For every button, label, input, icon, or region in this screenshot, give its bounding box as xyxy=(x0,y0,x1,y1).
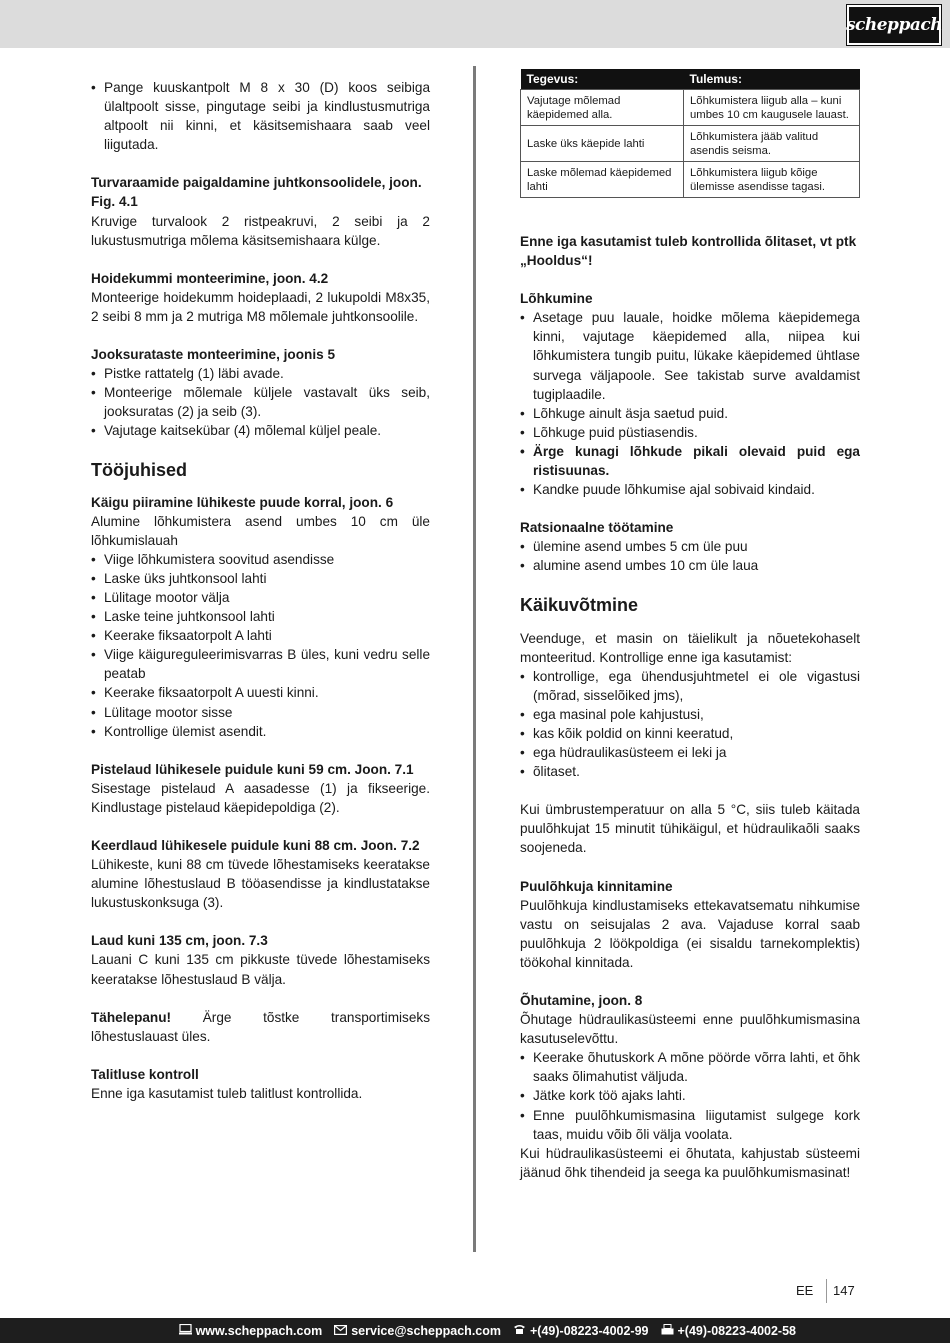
paragraph: Õhutage hüdraulikasüsteemi enne puulõhkumismasina kasutuselevõttu. xyxy=(520,1012,860,1047)
list-item: • Pistke rattatelg (1) läbi avade. xyxy=(91,364,430,383)
right-column xyxy=(520,69,860,1182)
table-row xyxy=(521,90,860,126)
list-item: • Jätke kork töö ajaks lahti. xyxy=(520,1086,860,1105)
start-up-heading: Käikuvõtmine xyxy=(520,594,639,615)
paragraph: Enne iga kasutamist tuleb talitlust kontrollida. xyxy=(91,1085,363,1101)
list-item: • Lülitage mootor sisse xyxy=(91,703,430,722)
work-instructions-heading: Tööjuhised xyxy=(91,459,187,480)
list-item: • Asetage puu lauale, hoidke mõlema käepidemega kinni, vajutage käepidemed alla, niipea kui lõhkumistera tungib puitu, lükake käepidemed ühtlase survega väljapoole. See takistab surve avaldamist tugiplaadile. xyxy=(520,308,860,403)
list-item: • ega hüdraulikasüsteem ei leki ja xyxy=(520,743,860,762)
footer-separator xyxy=(826,1279,827,1303)
list-item: • Pange kuuskantpolt M 8 x 30 (D) koos seibiga ülaltpoolt sisse, pingutage seibi ja kindlustusmutriga altpoolt nii kinni, et käsitsemishaara saab veel liigutada. xyxy=(91,78,430,154)
attention-text: Ärge tõstke transportimiseks lõhestuslauast üles. xyxy=(91,1009,430,1044)
list-item: • kontrollige, ega ühendusjuhtmetel ei ole vigastusi (mõrad, sisselõiked jms), xyxy=(520,667,860,705)
list-item: • Viige lõhkumistera soovitud asendisse xyxy=(91,550,430,569)
section-heading: Jooksurataste monteerimine, joonis 5 xyxy=(91,347,336,363)
brand-logo: scheppach xyxy=(847,5,941,45)
list-item: • Kontrollige ülemist asendit. xyxy=(91,722,430,741)
paragraph: Kruvige turvalook 2 ristpeakruvi, 2 seibi ja 2 lukustusmutriga mõlema käsitsemishaara külge. xyxy=(91,213,430,248)
section-heading: Hoidekummi monteerimine, joon. 4.2 xyxy=(91,270,329,286)
operation-table xyxy=(520,69,860,198)
email-link[interactable]: service@scheppach.com xyxy=(351,1323,501,1338)
column-divider xyxy=(473,66,476,1252)
list-item: • Enne puulõhkumismasina liigutamist sulgege kork taas, muidu võib õli välja voolata. xyxy=(520,1106,860,1144)
paragraph: Monteerige hoidekumm hoideplaadi, 2 lukupoldi M8x35, 2 seibi 8 mm ja 2 mutriga M8 mõlemale juhtkonsoolile. xyxy=(91,289,430,324)
phone-contact[interactable] xyxy=(513,1324,649,1338)
bleeding-list xyxy=(520,1048,860,1143)
section-heading: Pistelaud lühikesele puidule kuni 59 cm. Joon. 7.1 xyxy=(91,761,414,777)
paragraph: Veenduge, et masin on täielikult ja nõuetekohaselt monteeritud. Kontrollige enne iga kasutamist: xyxy=(520,630,860,665)
list-item: • ega masinal pole kahjustusi, xyxy=(520,705,860,724)
section-heading: Puulõhkuja kinnitamine xyxy=(520,878,673,894)
list-item: • Lõhkuge puid püstiasendis. xyxy=(520,423,860,442)
section-heading: Keerdlaud lühikesele puidule kuni 88 cm. Joon. 7.2 xyxy=(91,838,420,853)
checklist xyxy=(520,667,860,782)
list-item: • Kandke puude lõhkumise ajal sobivaid kindaid. xyxy=(520,480,860,499)
list-item: • õlitaset. xyxy=(520,762,860,781)
paragraph: Alumine lõhkumistera asend umbes 10 cm üle lõhkumislauah xyxy=(91,513,430,548)
section-heading: Ratsionaalne töötamine xyxy=(520,520,674,536)
list-item: • Lülitage mootor välja xyxy=(91,588,430,607)
table-header: Tegevus: xyxy=(521,69,684,90)
paragraph: Kui ümbrustemperatuur on alla 5 °C, siis tuleb käitada puulõhkujat 15 minutit tühikäigul, et hüdraulikaõli saaks soojeneda. xyxy=(520,802,860,856)
section-heading: Talitluse kontroll xyxy=(91,1066,199,1082)
computer-icon xyxy=(179,1324,192,1338)
splitting-list xyxy=(520,308,860,499)
list-item: • Keerake õhutuskork A mõne pöörde võrra lahti, et õhk saaks õlimahutist väljuda. xyxy=(520,1048,860,1086)
list-item: • Monteerige mõlemale küljele vastavalt üks seib, jooksuratas (2) ja seib (3). xyxy=(91,383,430,421)
list-item: • Laske teine juhtkonsool lahti xyxy=(91,607,430,626)
mail-icon xyxy=(334,1324,347,1338)
fax-icon xyxy=(661,1324,674,1338)
table-cell: Laske mõlemad käepidemed lahti xyxy=(521,162,684,198)
table-cell: Vajutage mõlemad käepidemed alla. xyxy=(521,90,684,126)
fax-number[interactable]: +(49)-08223-4002-58 xyxy=(677,1323,796,1338)
phone-icon xyxy=(513,1324,526,1338)
table-header-row xyxy=(521,69,860,90)
table-cell: Laske üks käepide lahti xyxy=(521,126,684,162)
paragraph: Lauani C kuni 135 cm pikkuste tüvede lõhestamiseks keeratakse lõhestuslaud B välja. xyxy=(91,952,430,987)
website-link[interactable]: www.scheppach.com xyxy=(195,1323,323,1338)
contact-bar xyxy=(0,1318,950,1343)
header-bar xyxy=(0,0,950,48)
attention-label: Tähelepanu! xyxy=(91,1009,172,1025)
list-item: • ülemine asend umbes 5 cm üle puu xyxy=(520,537,860,556)
table-cell: Lõhkumistera liigub alla – kuni umbes 10 cm kaugusele lauast. xyxy=(684,90,860,126)
language-code: EE xyxy=(796,1283,814,1298)
section-heading: Õhutamine, joon. 8 xyxy=(520,993,643,1008)
list-item: • Lõhkuge ainult äsja saetud puid. xyxy=(520,404,860,423)
list-item: • Laske üks juhtkonsool lahti xyxy=(91,569,430,588)
table-row xyxy=(521,162,860,198)
list-item: • Viige käigureguleerimisvarras B üles, kuni vedru selle peatab xyxy=(91,645,430,683)
list-item: • kas kõik poldid on kinni keeratud, xyxy=(520,724,860,743)
list-item: • Keerake fiksaatorpolt A uuesti kinni. xyxy=(91,683,430,702)
paragraph: Puulõhkuja kindlustamiseks ettekavatsematu nihkumise vastu on seisujalas 2 ava. Vajaduse korral saab puulõhkuja 2 löökpoldiga (ei sisaldu tarnekomplektis) töökohal kinnitada. xyxy=(520,897,860,970)
stroke-limit-list xyxy=(91,550,430,741)
table-cell: Lõhkumistera liigub kõige ülemisse asendisse tagasi. xyxy=(684,162,860,198)
rational-work-list xyxy=(520,537,860,575)
website-contact[interactable] xyxy=(179,1324,323,1338)
paragraph: Sisestage pistelaud A aasadesse (1) ja fikseerige. Kindlustage pistelaud käepidepoldiga (2). xyxy=(91,780,430,815)
section-heading: Käigu piiramine lühikeste puude korral, joon. 6 xyxy=(91,494,394,510)
list-item-warning: • Ärge kunagi lõhkude pikali olevaid puid ega ristisuunas. xyxy=(520,442,860,480)
phone-number[interactable]: +(49)-08223-4002-99 xyxy=(530,1323,649,1338)
table-cell: Lõhkumistera jääb valitud asendis seisma. xyxy=(684,126,860,162)
page-number: 147 xyxy=(833,1283,855,1298)
paragraph: Lühikeste, kuni 88 cm tüvede lõhestamiseks keeratakse alumine lõhestuslaud B tööasendisse ja kindlustatakse lukustuskonksuga (3). xyxy=(91,857,430,911)
list-item: • alumine asend umbes 10 cm üle laua xyxy=(520,556,860,575)
wheels-list xyxy=(91,364,430,440)
paragraph: Kui hüdraulikasüsteemi ei õhutata, kahjustab süsteemi jäänud õhk tihendeid ja seega ka puulõhkumismasinat! xyxy=(520,1145,860,1180)
section-heading: Turvaraamide paigaldamine juhtkonsoolidele, joon. Fig. 4.1 xyxy=(91,175,422,210)
section-heading: Laud kuni 135 cm, joon. 7.3 xyxy=(91,933,268,949)
section-heading: Lõhkumine xyxy=(520,291,593,307)
bolt-list xyxy=(91,78,430,154)
email-contact[interactable] xyxy=(334,1324,501,1338)
list-item: • Keerake fiksaatorpolt A lahti xyxy=(91,626,430,645)
list-item: • Vajutage kaitsekübar (4) mõlemal küljel peale. xyxy=(91,421,430,440)
fax-contact[interactable] xyxy=(661,1324,797,1338)
oil-check-note: Enne iga kasutamist tuleb kontrollida õlitaset, vt ptk „Hooldus“! xyxy=(520,234,857,269)
attention-note xyxy=(91,1008,430,1046)
table-header: Tulemus: xyxy=(684,69,860,90)
table-row xyxy=(521,126,860,162)
left-column xyxy=(91,78,430,1103)
